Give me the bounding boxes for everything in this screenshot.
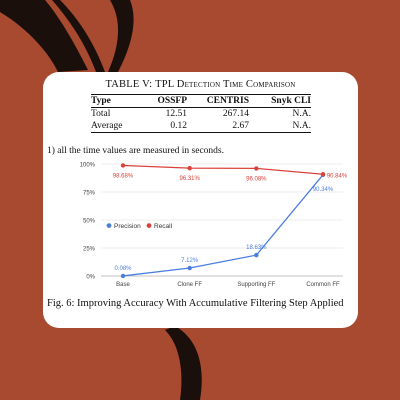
x-tick-label: Supporting FF [237, 282, 276, 288]
legend-label: Precision [114, 222, 141, 230]
legend-marker [107, 223, 112, 228]
accuracy-line-chart [43, 154, 358, 294]
x-tick-label: Clone FF [177, 282, 203, 288]
table-caption-title: TPL Detection Time Comparison [155, 79, 296, 90]
series-line-recall [123, 165, 323, 174]
table-cell: 0.12 [147, 120, 187, 133]
data-label-recall: 96.08% [246, 176, 267, 183]
y-tick-label: 25% [82, 246, 95, 253]
data-point-precision [254, 253, 258, 257]
table-cell: N.A. [292, 109, 311, 119]
table-cell: 2.67 [187, 120, 249, 133]
paper-excerpt-card [43, 72, 358, 328]
y-tick-label: 100% [79, 162, 95, 169]
table-cell: 12.51 [165, 109, 187, 119]
data-label-recall: 96.31% [179, 176, 200, 183]
table-cell: 267.14 [222, 109, 249, 119]
legend-label: Recall [154, 222, 173, 230]
data-label-precision: 90.34% [312, 186, 334, 193]
data-point-recall [187, 166, 191, 170]
table-row [91, 108, 311, 121]
table-cell: N.A. [249, 120, 311, 133]
table-cell: Total [91, 109, 111, 119]
data-label-precision: 7.12% [181, 258, 199, 265]
table-caption-prefix: TABLE V: [105, 79, 156, 90]
header-centris: CENTRIS [187, 95, 249, 108]
y-tick-label: 75% [82, 190, 95, 197]
data-point-recall [121, 163, 125, 167]
data-point-recall [321, 172, 325, 176]
data-label-precision: 18.63% [246, 245, 267, 252]
data-label-precision: 0.08% [114, 265, 132, 272]
table-row [91, 120, 311, 133]
series-line-precision [123, 175, 323, 276]
x-tick-label: Common FF [306, 282, 340, 288]
y-tick-label: 0% [86, 274, 95, 281]
data-label-recall: 98.68% [112, 173, 134, 180]
header-type: Type [91, 95, 147, 108]
figure-caption: Fig. 6: Improving Accuracy With Accumulative Filtering Step Applied [47, 298, 344, 309]
table-footnote: 1) all the time values are measured in seconds. [47, 146, 225, 156]
header-snyk: Snyk CLI [249, 95, 311, 108]
table-caption [43, 79, 358, 90]
y-tick-label: 50% [82, 218, 95, 225]
header-ossfp: OSSFP [147, 95, 187, 108]
table-header-row [91, 95, 311, 108]
data-point-recall [254, 166, 258, 170]
data-point-precision [121, 274, 125, 278]
detection-time-table [91, 94, 311, 133]
data-point-precision [187, 266, 191, 270]
data-label-recall: 90.84% [326, 173, 348, 180]
legend-marker [147, 223, 152, 228]
table-cell: Average [91, 120, 147, 133]
x-tick-label: Base [116, 282, 130, 288]
